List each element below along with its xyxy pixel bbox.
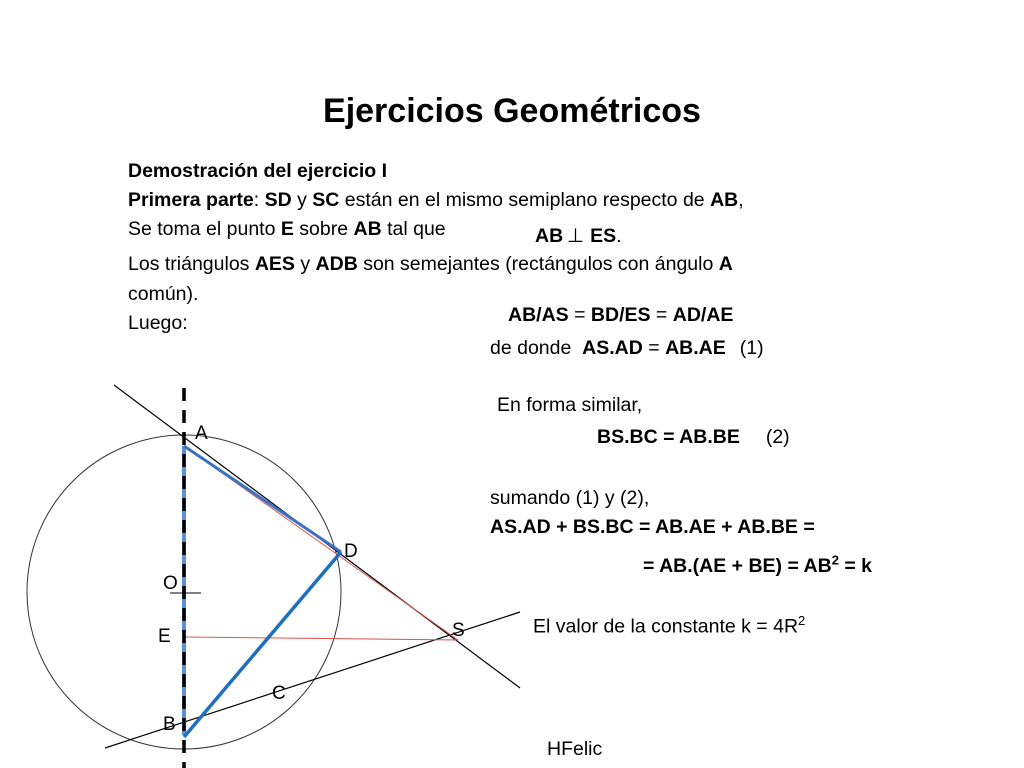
text-line-5: Luego: (128, 312, 188, 334)
equation-2: BS.BC = AB.BE (2) (597, 426, 790, 448)
point-label-a: A (195, 423, 208, 444)
constant-text: El valor de la constante $k = 4R^2$ (533, 613, 806, 638)
point-label-d: D (344, 541, 358, 562)
point-label-o: O (163, 573, 178, 594)
page-title: Ejercicios Geométricos (323, 92, 701, 130)
author-name: HFelic (547, 738, 603, 760)
text-line-4: común). (128, 283, 199, 305)
segment-ad (184, 446, 341, 552)
segment-es (184, 637, 458, 640)
segment-db (184, 552, 341, 737)
equation-result: = $AB.(AE + BE) = AB^2 = k$ (643, 552, 873, 577)
equation-ratios: AB/AS = BD/ES = AD/AE (508, 304, 734, 326)
point-label-c: C (272, 683, 286, 704)
equation-1: de donde AS.AD = AB.AE (1) (490, 337, 764, 359)
point-label-e: E (158, 626, 171, 647)
point-label-b: B (163, 714, 176, 735)
perpendicular-expression: AB ⊥ ES. (535, 225, 622, 247)
text-line-2: Se toma el punto E sobre AB tal que (128, 218, 446, 240)
subtitle: Demostración del ejercicio I (128, 160, 388, 182)
similar-text: En forma similar, (497, 394, 643, 416)
equation-sum: AS.AD + BS.BC = AB.AE + AB.BE = (490, 516, 815, 538)
point-label-s: S (452, 620, 465, 641)
sum-text: sumando (1) y (2), (490, 487, 650, 509)
text-line-3: Los triángulos AES y ADB son semejantes (rectángulos con ángulo A (128, 253, 733, 275)
text-line-1: Primera parte: SD y SC están en el mismo semiplano respecto de AB, (128, 189, 744, 211)
